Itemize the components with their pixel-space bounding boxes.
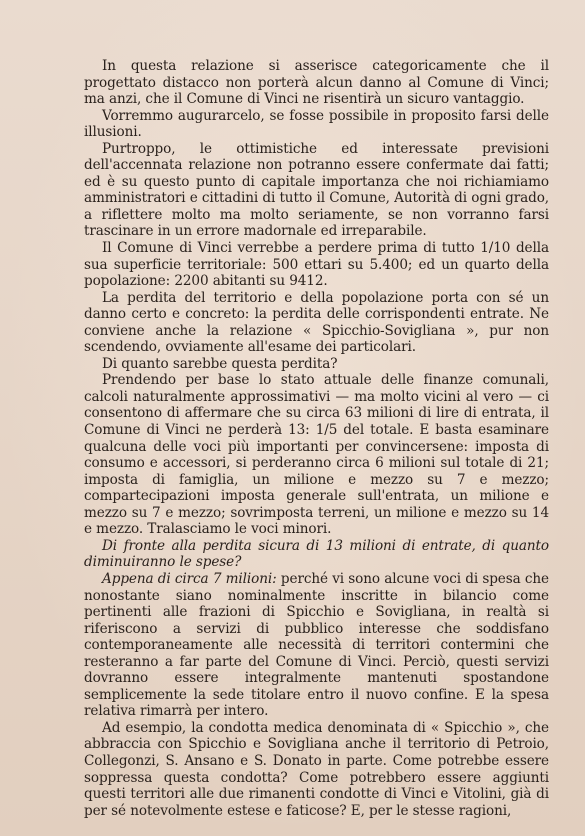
paragraph-6: Di quanto sarebbe questa perdita?: [102, 355, 338, 372]
paragraph-4: Il Comune di Vinci verrebbe a perdere prima di tutto 1/10 della sua superficie territoriale: 500 ettari su 5.400; ed un quarto della popolazione: 2200 abitanti su 9412.: [84, 240, 549, 290]
paragraph-3: Purtroppo, le ottimistiche ed interessate previsioni dell'accennata relazione non potranno essere confermate dai fatti; ed è su questo punto di capitale importanza che noi richiamiamo amministratori e cittadini di tutto il Comune, Autorità di ogni grado, a riflettere molto ma molto seriamente, se non vorranno farsi trascinare in un errore madornale ed irreparabile.: [84, 140, 549, 240]
paragraph-5: La perdita del territorio e della popolazione porta con sé un danno certo e concreto: la perdita delle corrispondenti entrate. Ne conviene anche la relazione « Spicchio-Sovigliana », pur non scendendo, ovviamente all'esame dei particolari.: [84, 289, 549, 356]
paragraph-1: In questa relazione si asserisce categoricamente che il progettato distacco non porterà alcun danno al Comune di Vinci; ma anzi, che il Comune di Vinci ne risentirà un sicuro vantaggio.: [84, 58, 549, 108]
paragraph-answer: [84, 571, 549, 720]
answer-italic-lead: Appena di circa 7 milioni:: [102, 570, 277, 587]
paragraph-2: Vorremmo augurarcelo, se fosse possibile in proposito farsi delle illusioni.: [84, 107, 549, 141]
italic-question: Di fronte alla perdita sicura di 13 milioni di entrate, di quanto diminuiranno le spese?: [84, 537, 549, 571]
answer-body: perché vi sono alcune voci di spesa che nonostante siano nominalmente inscritte in bilancio come pertinenti alle frazioni di Spicchio e Sovigliana, in realtà si riferiscono a servizi di pubblico interesse che soddisfano contemporaneamente alle necessità di territori contermini che resteranno a far parte del Comune di Vinci. Perciò, questi servizi dovranno essere integralmente mantenuti spostandone semplicemente la sede titolare entro il nuovo confine. E la spesa relativa rimarrà per intero.: [84, 570, 549, 720]
paragraph-7: Prendendo per base lo stato attuale delle finanze comunali, calcoli naturalmente approssimativi — ma molto vicini al vero — ci consentono di affermare che su circa 63 milioni di lire di entrata, il Comune di Vinci ne perderà 13: 1/5 del totale. E basta esaminare qualcuna delle voci più importanti per convincersene: imposta di consumo e accessori, si perderanno circa 6 milioni sul totale di 21; imposta di famiglia, un milione e mezzo su 7 e mezzo; compartecipazioni imposta generale sull'entrata, un milione e mezzo su 7 e mezzo; sovrimposta terreni, un milione e mezzo su 14 e mezzo. Tralasciamo le voci minori.: [84, 372, 549, 538]
paragraph-last: Ad esempio, la condotta medica denominata di « Spicchio », che abbraccia con Spicchio e Sovigliana anche il territorio di Petroio, Collegonzi, S. Ansano e S. Donato in parte. Come potrebbe essere soppressa questa condotta? Come potrebbero essere aggiunti questi territori alle due rimanenti condotte di Vinci e Vitolini, già di per sé notevolmente estese e faticose? E, per le stesse ragioni,: [84, 719, 549, 819]
body-text: [84, 58, 549, 819]
